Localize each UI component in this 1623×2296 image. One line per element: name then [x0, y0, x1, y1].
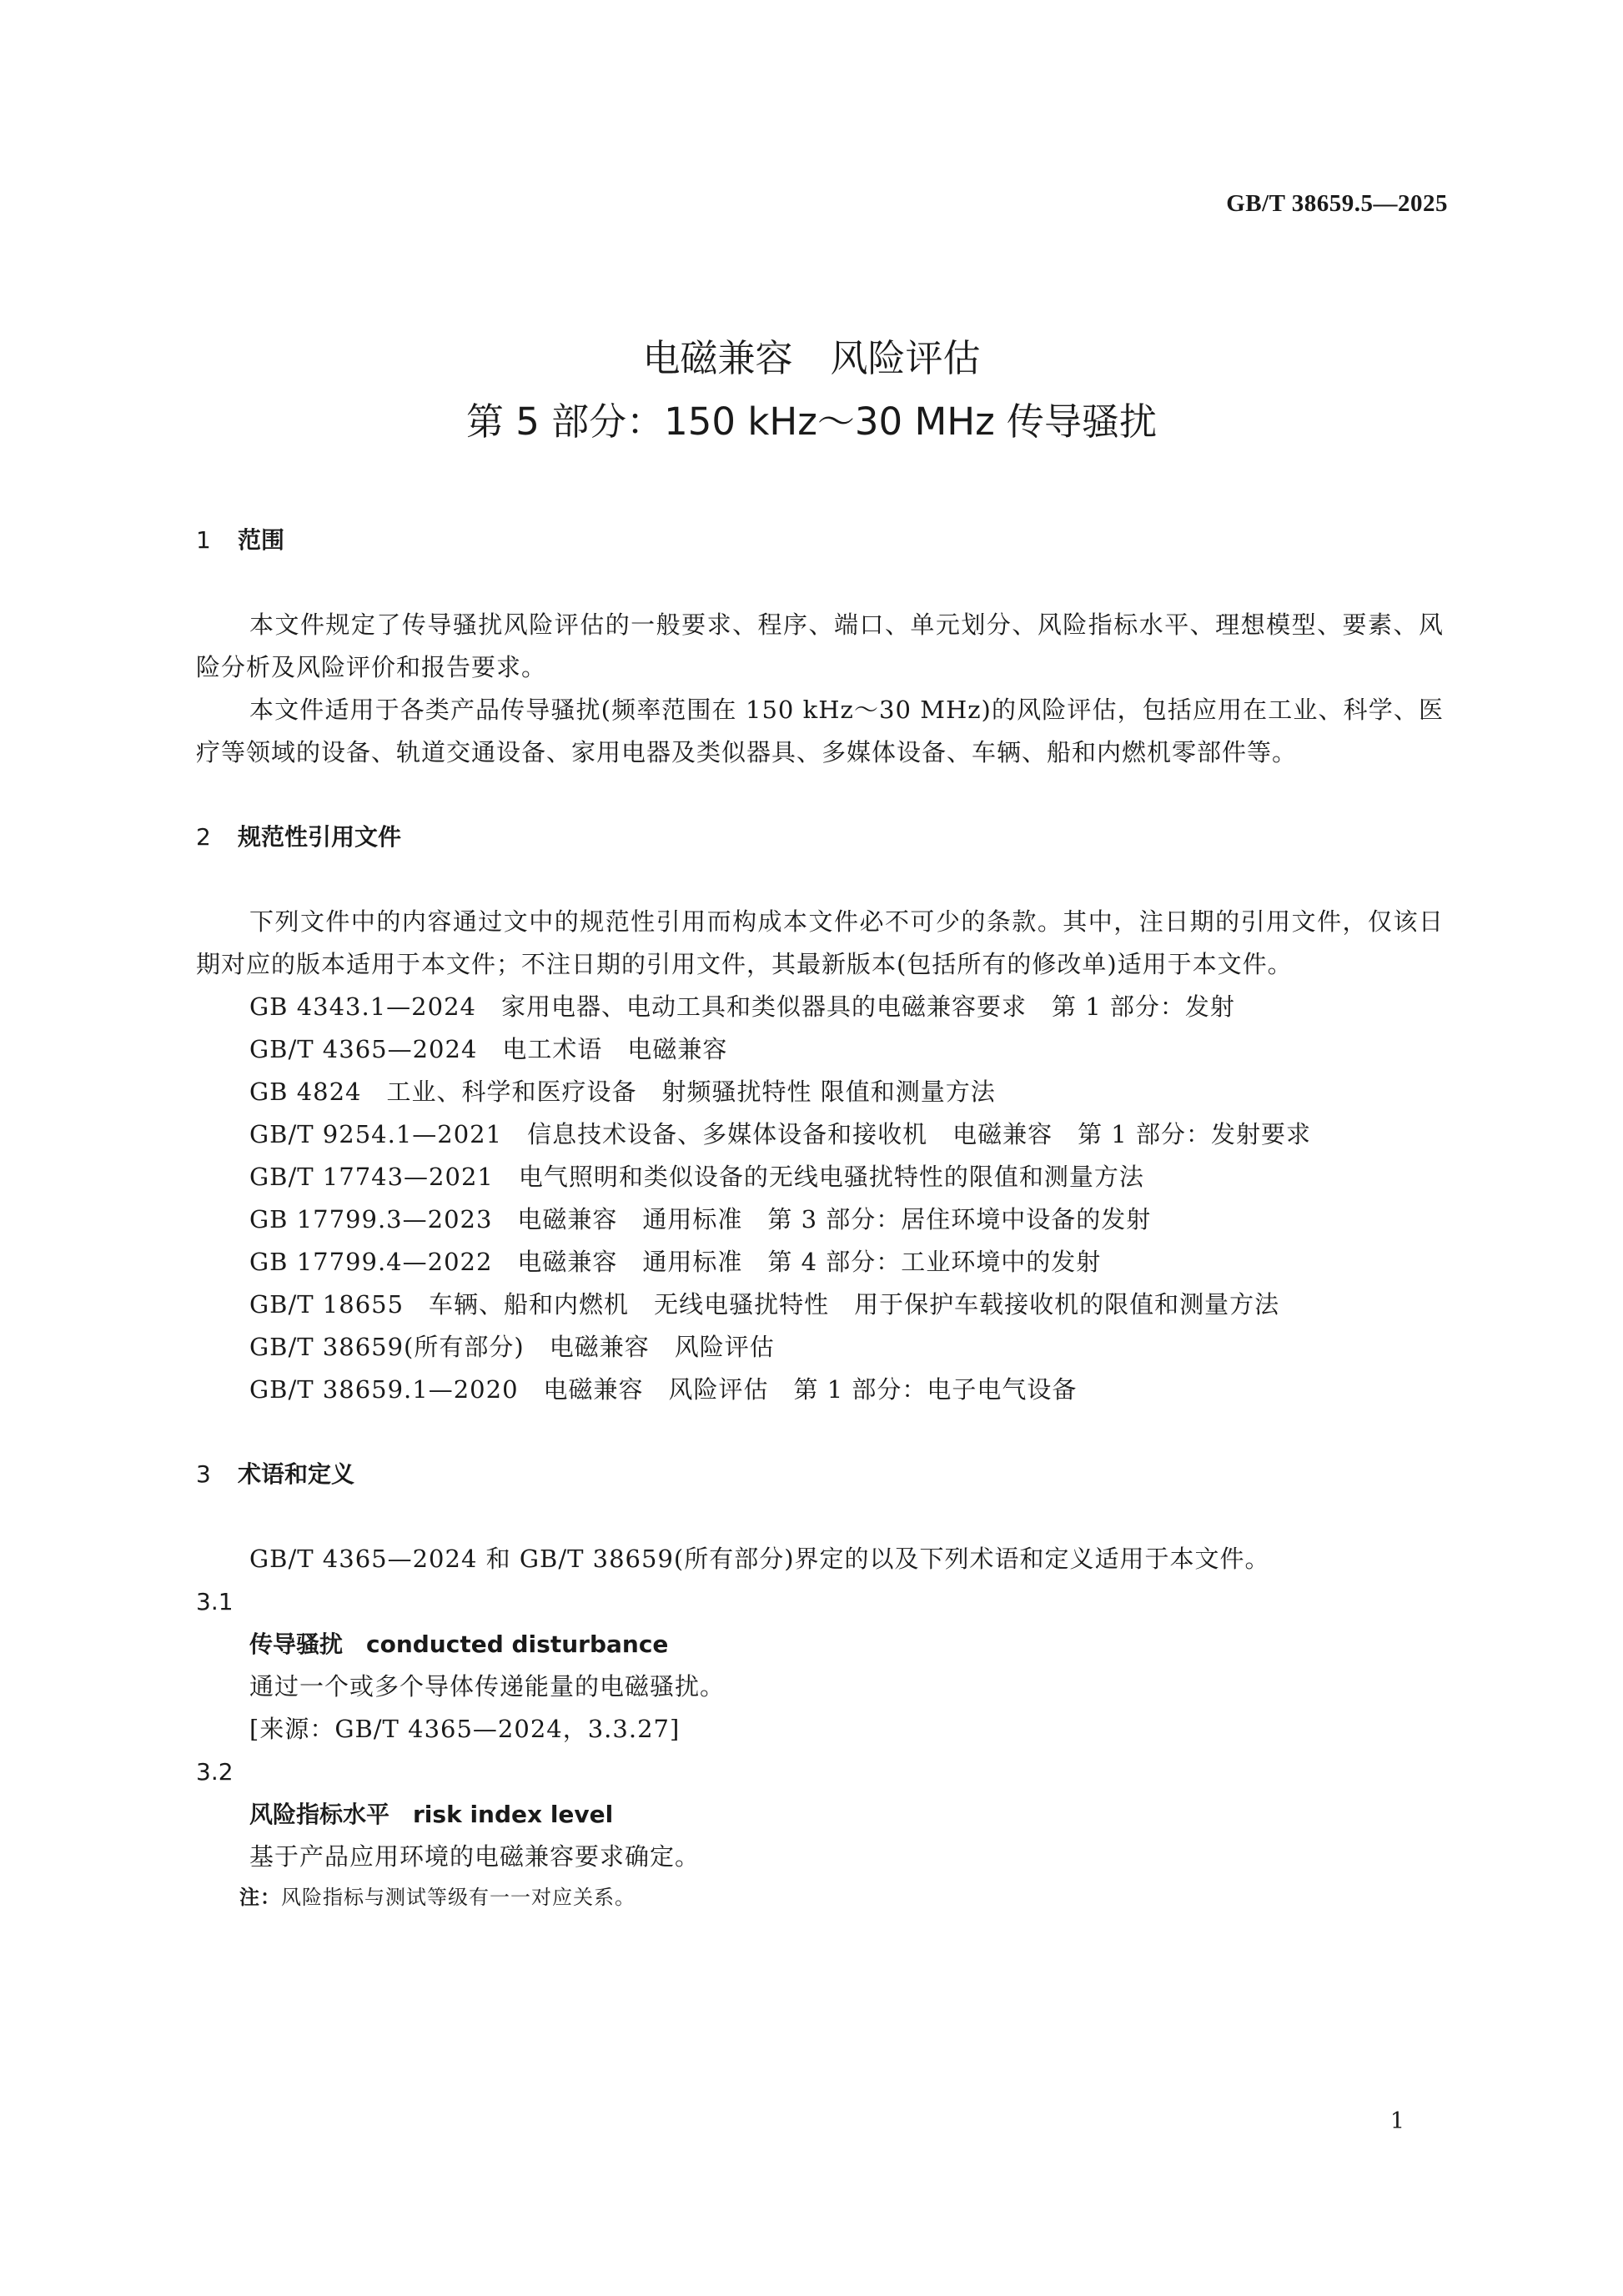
term-title: 传导骚扰 conducted disturbance [249, 1630, 669, 1658]
reference-item: GB/T 18655 车辆、船和内燃机 无线电骚扰特性 用于保护车载接收机的限值和测量方法 [249, 1290, 1280, 1319]
term-source: [来源：GB/T 4365—2024，3.3.27] [249, 1715, 681, 1743]
section-title: 术语和定义 [238, 1460, 355, 1488]
section-heading-scope [196, 515, 1444, 565]
title-line-1: 电磁兼容 风险评估 [642, 336, 981, 380]
section-title: 范围 [238, 526, 285, 554]
reference-item: GB 4343.1—2024 家用电器、电动工具和类似器具的电磁兼容要求 第 1 部分：发射 [249, 992, 1235, 1021]
document-title [0, 327, 1623, 454]
standard-code: GB/T 38659.5—2025 [1226, 190, 1448, 217]
section-number: 3 [196, 1460, 211, 1488]
reference-item: GB 17799.3—2023 电磁兼容 通用标准 第 3 部分：居住环境中设备的发射 [249, 1205, 1152, 1233]
reference-item: GB/T 4365—2024 电工术语 电磁兼容 [249, 1035, 728, 1063]
reference-item: GB/T 17743—2021 电气照明和类似设备的无线电骚扰特性的限值和测量方法 [249, 1163, 1144, 1191]
title-line-2: 第 5 部分：150 kHz～30 MHz 传导骚扰 [465, 399, 1158, 444]
paragraph: 本文件适用于各类产品传导骚扰(频率范围在 150 kHz～30 MHz)的风险评估，包括应用在工业、科学、医疗等领域的设备、轨道交通设备、家用电器及类似器具、多媒体设备、车辆、船和内燃机零部件等。 [196, 696, 1444, 766]
paragraph: 本文件规定了传导骚扰风险评估的一般要求、程序、端口、单元划分、风险指标水平、理想模型、要素、风险分析及风险评价和报告要求。 [196, 610, 1444, 681]
section-number: 2 [196, 823, 211, 851]
section-heading-terms [196, 1449, 1444, 1500]
term-number: 3.2 [196, 1758, 234, 1786]
document-body [196, 515, 1444, 1917]
reference-item: GB 4824 工业、科学和医疗设备 射频骚扰特性 限值和测量方法 [249, 1078, 996, 1106]
reference-item: GB/T 9254.1—2021 信息技术设备、多媒体设备和接收机 电磁兼容 第 1 部分：发射要求 [249, 1120, 1311, 1148]
term-number: 3.1 [196, 1588, 234, 1615]
paragraph: 下列文件中的内容通过文中的规范性引用而构成本文件必不可少的条款。其中，注日期的引用文件，仅该日期对应的版本适用于本文件；不注日期的引用文件，其最新版本(包括所有的修改单)适用于本文件。 [196, 907, 1444, 978]
term-definition: 基于产品应用环境的电磁兼容要求确定。 [249, 1842, 701, 1871]
section-heading-normative [196, 812, 1444, 862]
note-label: 注： [239, 1886, 281, 1909]
term-note [196, 1878, 1444, 1917]
reference-item: GB 17799.4—2022 电磁兼容 通用标准 第 4 部分：工业环境中的发射 [249, 1248, 1102, 1276]
section-title: 规范性引用文件 [238, 823, 402, 851]
term-definition: 通过一个或多个导体传递能量的电磁骚扰。 [249, 1672, 726, 1701]
reference-item: GB/T 38659(所有部分) 电磁兼容 风险评估 [249, 1333, 775, 1361]
note-text: 风险指标与测试等级有一一对应关系。 [281, 1886, 636, 1909]
section-number: 1 [196, 526, 211, 554]
paragraph: GB/T 4365—2024 和 GB/T 38659(所有部分)界定的以及下列术语和定义适用于本文件。 [249, 1545, 1270, 1573]
term-title: 风险指标水平 risk index level [249, 1801, 614, 1828]
reference-item: GB/T 38659.1—2020 电磁兼容 风险评估 第 1 部分：电子电气设备 [249, 1375, 1078, 1404]
page-number: 1 [1389, 2108, 1404, 2134]
